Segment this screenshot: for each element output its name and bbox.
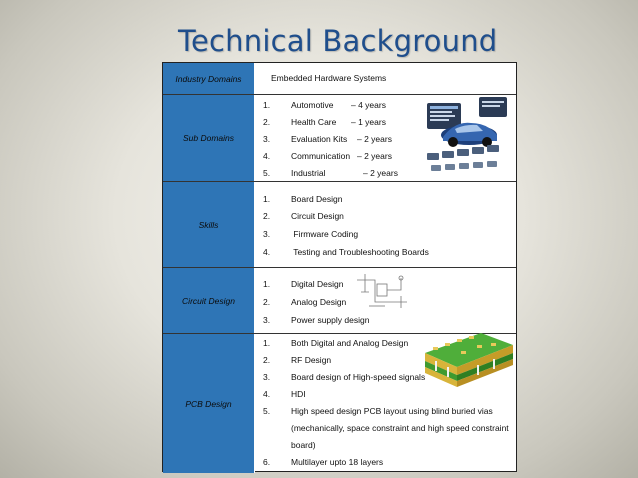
skills-content: [255, 182, 516, 267]
item-number: 2.: [263, 355, 271, 365]
row-skills: [163, 182, 516, 268]
item-text: Digital Design: [291, 279, 344, 289]
item-text: Board Design: [291, 194, 343, 204]
item-text: Industrial: [291, 168, 326, 178]
item-text: board): [291, 440, 316, 450]
item-text: High speed design PCB layout using blind buried vias: [291, 406, 493, 416]
item-number: 2.: [263, 117, 271, 127]
item-number: 3.: [263, 315, 271, 325]
item-number: 5.: [263, 168, 271, 178]
item-number: 1.: [263, 338, 271, 348]
circuit-design-content: [255, 268, 516, 333]
list-item: [263, 313, 512, 327]
sub-domains-label: Sub Domains: [163, 95, 255, 181]
row-pcb-design: [163, 334, 516, 473]
item-duration: – 2 years: [357, 151, 392, 161]
item-duration: – 2 years: [357, 134, 392, 144]
list-item: [263, 404, 512, 418]
industry-domains-label: Industry Domains: [163, 63, 255, 94]
pcb-design-label: PCB Design: [163, 334, 255, 473]
item-text: Communication: [291, 151, 351, 161]
item-number: 4.: [263, 247, 271, 257]
item-number: 2.: [263, 211, 271, 221]
row-circuit-design: [163, 268, 516, 334]
skills-label: Skills: [163, 182, 255, 267]
list-item: [263, 245, 512, 259]
item-number: 1.: [263, 279, 271, 289]
industry-domains-value: Embedded Hardware Systems: [271, 73, 387, 83]
car-electronics-image: [425, 97, 509, 177]
list-item: [263, 192, 512, 206]
item-text: Testing and Troubleshooting Boards: [291, 247, 429, 257]
item-number: 5.: [263, 406, 271, 416]
list-item: [263, 438, 512, 452]
pcb-cross-section-image: [421, 331, 515, 391]
list-item: [263, 421, 512, 435]
item-number: 4.: [263, 151, 271, 161]
page-title: Technical Background: [178, 24, 498, 58]
pcb-design-content: [255, 334, 516, 473]
list-item: [263, 455, 512, 469]
item-number: 3.: [263, 229, 271, 239]
row-industry-domains: [163, 63, 516, 95]
row-sub-domains: [163, 95, 516, 182]
item-text: Board design of High-speed signals: [291, 372, 426, 382]
item-number: 1.: [263, 194, 271, 204]
item-duration: – 1 years: [351, 117, 386, 127]
item-number: 2.: [263, 297, 271, 307]
item-number: 3.: [263, 372, 271, 382]
sub-domains-content: [255, 95, 516, 181]
circuit-sketch-image: [355, 272, 411, 312]
item-duration: – 2 years: [363, 168, 398, 178]
background-table: [162, 62, 517, 472]
item-text: Analog Design: [291, 297, 347, 307]
item-text: Multilayer upto 18 layers: [291, 457, 384, 467]
item-text: HDI: [291, 389, 306, 399]
item-text: Firmware Coding: [291, 229, 359, 239]
item-number: 1.: [263, 100, 271, 110]
item-text: Power supply design: [291, 315, 370, 325]
item-text: Automotive: [291, 100, 334, 110]
list-item: [263, 209, 512, 223]
item-number: 6.: [263, 457, 271, 467]
item-text: Health Care: [291, 117, 337, 127]
item-text: (mechanically, space constraint and high speed constraint: [291, 423, 509, 433]
item-text: Evaluation Kits: [291, 134, 348, 144]
item-text: RF Design: [291, 355, 332, 365]
industry-domains-content: [255, 63, 516, 94]
item-number: 3.: [263, 134, 271, 144]
circuit-design-label: Circuit Design: [163, 268, 255, 333]
item-duration: – 4 years: [351, 100, 386, 110]
item-text: Circuit Design: [291, 211, 344, 221]
item-text: Both Digital and Analog Design: [291, 338, 409, 348]
item-number: 4.: [263, 389, 271, 399]
list-item: [263, 227, 512, 241]
